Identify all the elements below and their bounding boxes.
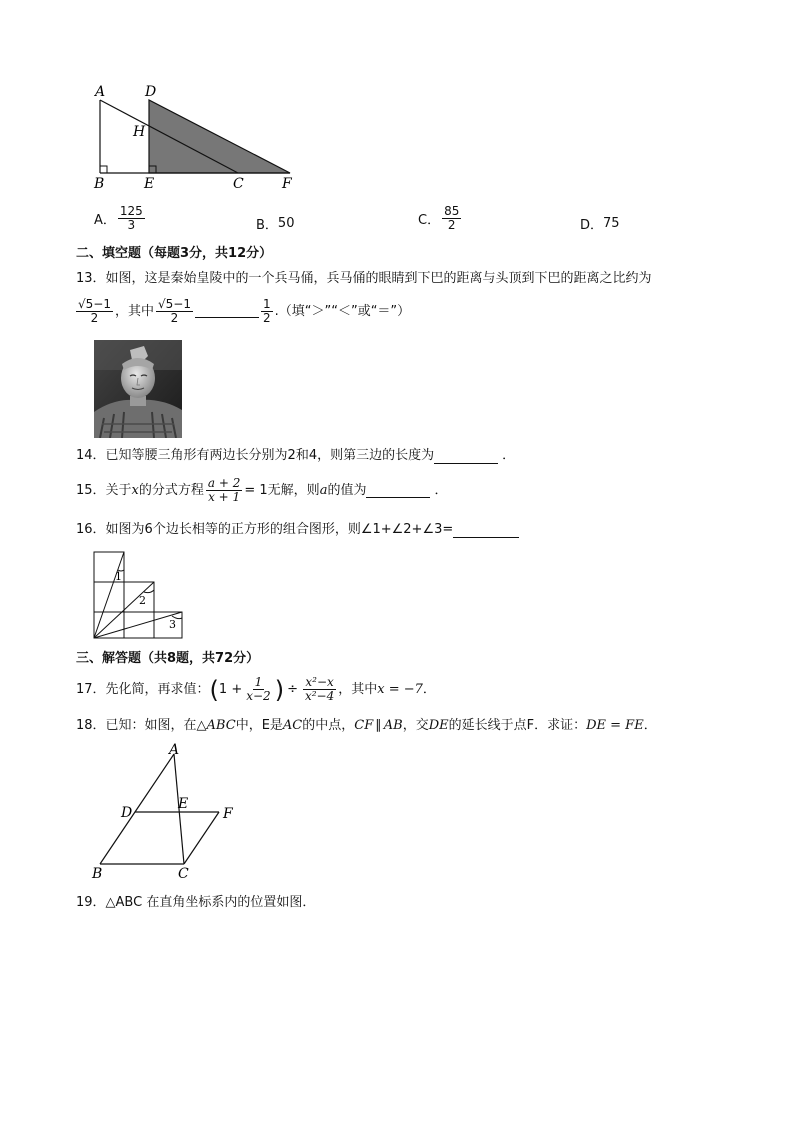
choice-b-value: 50 <box>277 216 295 231</box>
q17-end: ． <box>422 681 436 697</box>
q17-frac1 <box>244 676 272 703</box>
square-2 <box>94 582 124 612</box>
section3-title: 三、解答题（共8题，共72分） <box>76 651 260 666</box>
choice-d-value: 75 <box>603 216 620 231</box>
choice-a-fraction <box>118 205 145 232</box>
choice-a <box>94 205 147 232</box>
angle-label-3: 3 <box>169 618 176 631</box>
choice-c-label: C． <box>418 213 441 228</box>
q15-post: 的值为 <box>327 482 367 498</box>
q17-post: ，其中 <box>338 681 378 697</box>
q15-frac-num: a + 2 <box>207 476 241 490</box>
q12-figure <box>88 80 308 195</box>
q13-frac1 <box>76 298 113 325</box>
choice-d-label: D． <box>580 218 604 233</box>
q16-line <box>76 522 519 538</box>
label-f: F <box>223 806 233 822</box>
q17-line <box>76 676 436 703</box>
q13-answer-blank[interactable] <box>195 305 259 318</box>
choice-a-num: 125 <box>119 204 143 218</box>
label-h: H <box>133 124 146 140</box>
q18-tri: ABC <box>206 718 236 733</box>
choice-d <box>580 214 620 233</box>
q13-frac3 <box>261 298 273 325</box>
q18-ab: AB <box>383 718 403 733</box>
q17-frac2-num: x²−x <box>305 675 334 689</box>
q17-frac2 <box>303 676 336 703</box>
q14-answer-blank[interactable] <box>434 451 498 464</box>
q18-figure <box>88 742 248 882</box>
choice-a-den: 3 <box>127 218 136 232</box>
q18-ac: AC <box>282 718 303 733</box>
q17-frac1-den: x−2 <box>246 689 271 703</box>
q17-cond: x = −7 <box>377 681 423 697</box>
q13-frac1-num: √5−1 <box>78 297 111 311</box>
q13-line1: 13．如图，这是秦始皇陵中的一个兵马俑，兵马俑的眼睛到下巴的距离与头顶到下巴的距离之比约为 <box>76 271 652 286</box>
label-b: B <box>94 176 105 192</box>
q17-one-plus: 1 + <box>218 681 243 697</box>
q18-eq: DE = FE <box>586 718 644 733</box>
angle-label-2: 2 <box>139 594 146 607</box>
choice-b-label: B． <box>256 218 278 233</box>
choice-c <box>418 205 463 232</box>
q13-frac1-den: 2 <box>90 311 99 325</box>
q18-cf: CF <box>354 718 374 733</box>
q18-line <box>76 718 657 734</box>
q15-eq: = 1无解，则 <box>244 482 320 498</box>
segment-cf <box>184 812 219 864</box>
q16-figure <box>88 546 188 642</box>
label-d: D <box>121 805 133 821</box>
label-e: E <box>144 176 155 192</box>
q18-pre: 18．已知：如图，在△ <box>76 718 207 733</box>
q13-mid: ，其中 <box>114 303 154 319</box>
q15-line <box>76 477 447 504</box>
q13-frac3-den: 2 <box>262 311 271 325</box>
q18-par: ∥ <box>375 718 382 733</box>
diagonal-1 <box>94 552 124 638</box>
q15-var-x: x <box>131 482 139 498</box>
right-angle-b <box>100 166 107 173</box>
segment-ab <box>100 754 174 864</box>
q13-frac2 <box>156 298 193 325</box>
label-b: B <box>92 866 103 882</box>
q13-frac2-num: √5−1 <box>158 297 191 311</box>
q18-t4: 的延长线于点F．求证： <box>448 718 587 733</box>
q16-text: 16．如图为6个边长相等的正方形的组合图形，则∠1+∠2+∠3= <box>76 522 454 537</box>
q18-t1: 中，E是 <box>235 718 283 733</box>
q15-frac <box>206 477 242 504</box>
q17-pre: 17．先化简，再求值： <box>76 681 210 697</box>
section2-title: 二、填空题（每题3分，共12分） <box>76 246 273 261</box>
label-c: C <box>233 176 244 192</box>
q15-frac-den: x + 1 <box>208 490 241 504</box>
q19-line: 19．△ABC 在直角坐标系内的位置如图． <box>76 895 316 910</box>
label-a: A <box>169 742 180 758</box>
q13-line2 <box>76 298 410 325</box>
q13-frac2-den: 2 <box>170 311 179 325</box>
label-a: A <box>95 84 106 100</box>
q18-de: DE <box>428 718 449 733</box>
label-e: E <box>178 796 189 812</box>
label-d: D <box>145 84 157 100</box>
terracotta-warrior-photo <box>94 340 182 438</box>
q13-tail: .（填“＞”“＜”或“＝”） <box>274 303 411 319</box>
q18-end: ． <box>643 718 657 733</box>
q15-var-a: a <box>319 482 328 498</box>
q17-paren-open: ( <box>209 675 219 704</box>
q15-pre: 15．关于 <box>76 482 132 498</box>
label-f: F <box>282 176 292 192</box>
label-c: C <box>178 866 189 882</box>
choice-b <box>256 214 294 233</box>
q16-answer-blank[interactable] <box>453 525 519 538</box>
choice-a-label: A． <box>94 213 116 228</box>
q15-mid: 的分式方程 <box>138 482 204 498</box>
q14-end: ． <box>502 448 516 463</box>
q18-t2: 的中点， <box>302 718 355 733</box>
q14-text: 14．已知等腰三角形有两边长分别为2和4，则第三边的长度为 <box>76 448 435 463</box>
q17-frac1-num: 1 <box>254 675 263 689</box>
choice-c-fraction <box>442 205 461 232</box>
choice-c-num: 85 <box>444 204 460 218</box>
q17-div: ÷ <box>287 681 298 697</box>
angle-label-1: 1 <box>115 570 122 583</box>
q17-paren-close: ) <box>274 675 285 704</box>
choice-c-den: 2 <box>447 218 456 232</box>
q15-answer-blank[interactable] <box>366 485 430 498</box>
q18-t3: ，交 <box>402 718 429 733</box>
q15-end: ． <box>434 482 448 498</box>
q13-frac3-num: 1 <box>262 297 271 311</box>
q14-line <box>76 448 515 464</box>
q17-frac2-den: x²−4 <box>304 689 335 703</box>
